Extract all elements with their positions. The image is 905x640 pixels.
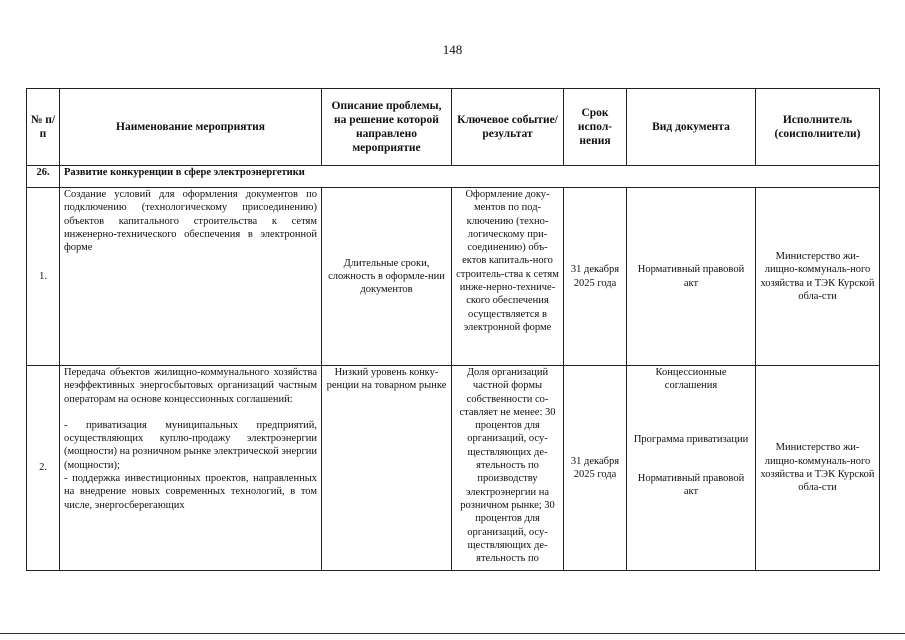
doctype-concession: Концессионные соглашения bbox=[655, 367, 727, 392]
header-term: Срок испол-нения bbox=[564, 89, 627, 166]
row-num: 2. bbox=[27, 366, 60, 571]
measures-table bbox=[26, 88, 880, 571]
header-doctype: Вид документа bbox=[627, 89, 756, 166]
header-num: № п/п bbox=[27, 89, 60, 166]
section-title: Развитие конкуренции в сфере электроэнергетики bbox=[60, 166, 880, 188]
row-event: Доля организаций частной формы собственности со-ставляет не менее: 30 процентов для организаций, осу-ществляющих де-ятельность по производству электроэнергии на розничном рынке; 30 процентов для организаций, осу-ществляющих де-ятельность по bbox=[452, 366, 564, 571]
row-event: Оформление доку-ментов по под-ключению (техно-логическому при-соединению) объ-ектов капиталь-ного строитель-ства к сетям инже-нерно-техниче-ского обеспечения осуществляется в электронной форме bbox=[452, 188, 564, 366]
table-header-row bbox=[27, 89, 880, 166]
table-row bbox=[27, 366, 880, 571]
row-name bbox=[60, 366, 322, 571]
page-number: 148 bbox=[442, 42, 463, 57]
row-problem: Низкий уровень конку-ренции на товарном рынке bbox=[322, 366, 452, 571]
header-executor: Исполнитель (соисполнители) bbox=[756, 89, 880, 166]
row-num: 1. bbox=[27, 188, 60, 366]
row-term: 31 декабря 2025 года bbox=[564, 188, 627, 366]
doctype-legal-act: Нормативный правовой акт bbox=[637, 472, 745, 498]
section-row bbox=[27, 166, 880, 188]
row-executor: Министерство жи-лищно-коммуналь-ного хозяйства и ТЭК Курской обла-сти bbox=[756, 366, 880, 571]
row-executor: Министерство жи-лищно-коммуналь-ного хозяйства и ТЭК Курской обла-сти bbox=[756, 188, 880, 366]
row-name-item: - приватизация муниципальных предприятий, осуществляющих куплю-продажу электроэнергии (мощности) на розничном рынке электрической энергии (мощности); bbox=[64, 419, 317, 471]
header-event: Ключевое событие/ результат bbox=[452, 89, 564, 166]
section-num: 26. bbox=[27, 166, 60, 188]
doctype-privatization: Программа приватизации bbox=[633, 433, 749, 445]
table-row bbox=[27, 188, 880, 366]
header-name: Наименование мероприятия bbox=[60, 89, 322, 166]
row-doctype: Нормативный правовой акт bbox=[627, 188, 756, 366]
row-doctype bbox=[627, 366, 756, 571]
row-term: 31 декабря 2025 года bbox=[564, 366, 627, 571]
row-name-item: - поддержка инвестиционных проектов, направленных на внедрение новых современных технологий, в том числе, энергосберегающих bbox=[64, 473, 317, 511]
row-name-intro: Передача объектов жилищно-коммунального хозяйства неэффективных энергосбытовых организаций частным операторам на основе концессионных соглашений: bbox=[64, 367, 317, 405]
row-problem: Длительные сроки, сложность в оформле-нии документов bbox=[322, 188, 452, 366]
header-problem: Описание проблемы, на решение которой направлено мероприятие bbox=[322, 89, 452, 166]
bottom-rule bbox=[0, 633, 905, 634]
row-name: Создание условий для оформления документов по подключению (технологическому присоединению) объектов капитального строительства к сетям инженерно-технического обеспечения в электронной форме bbox=[60, 188, 322, 366]
